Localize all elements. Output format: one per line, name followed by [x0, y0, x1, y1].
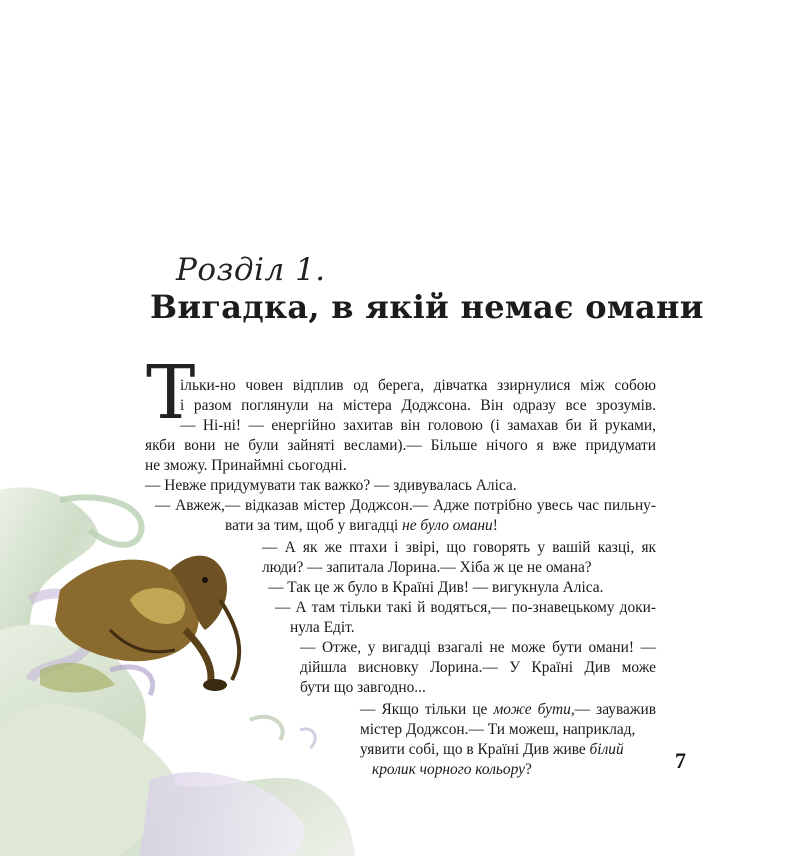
- body-line: — А там тільки такі й водяться,— по-знавецькому доки-: [275, 599, 656, 616]
- body-line: — Ні-ні! — енергійно захитав він головою (і замахав би й руками,: [180, 417, 656, 434]
- drop-cap: Т: [146, 350, 196, 436]
- chapter-label: Розділ 1.: [176, 252, 326, 288]
- body-line: бути що завгодно...: [300, 679, 426, 696]
- body-line: — Якщо тільки це може бути,— зауважив: [360, 701, 656, 718]
- body-line: люди? — запитала Лорина.— Хіба ж це не омана?: [262, 559, 592, 576]
- body-line: — Так це ж було в Країні Див! — вигукнула Аліса.: [268, 579, 604, 596]
- body-line: дійшла висновку Лорина.— У Країні Див може: [300, 659, 656, 676]
- body-line: — А як же птахи і звірі, що говорять у вашій казці, як: [262, 539, 656, 556]
- body-line: кролик чорного кольору?: [372, 761, 532, 778]
- body-line: містер Доджсон.— Ти можеш, наприклад,: [360, 721, 636, 738]
- chapter-title: Вигадка, в якій немає омани: [150, 288, 704, 326]
- body-line: ільки-но човен відплив од берега, дівчатка ззирнулися між собою: [180, 377, 656, 394]
- body-line: — Отже, у вигадці взагалі не може бути омани! —: [300, 639, 656, 656]
- body-line: нула Едіт.: [290, 619, 355, 636]
- body-line: і разом поглянули на містера Доджсона. Він одразу все зрозумів.: [180, 397, 656, 414]
- body-line: не зможу. Принаймні сьогодні.: [145, 457, 347, 474]
- body-line: — Авжеж,— відказав містер Доджсон.— Адже потрібно увесь час пильну-: [155, 497, 656, 514]
- body-line: якби вони не були зайняті веслами).— Більше нічого я вже придумати: [145, 437, 656, 454]
- page-number: 7: [675, 748, 686, 773]
- body-line: — Невже придумувати так важко? — здивувалась Аліса.: [145, 477, 517, 494]
- body-line: вати за тим, щоб у вигадці не було омани!: [225, 517, 498, 534]
- body-line: уявити собі, що в Країні Див живе білий: [360, 741, 624, 758]
